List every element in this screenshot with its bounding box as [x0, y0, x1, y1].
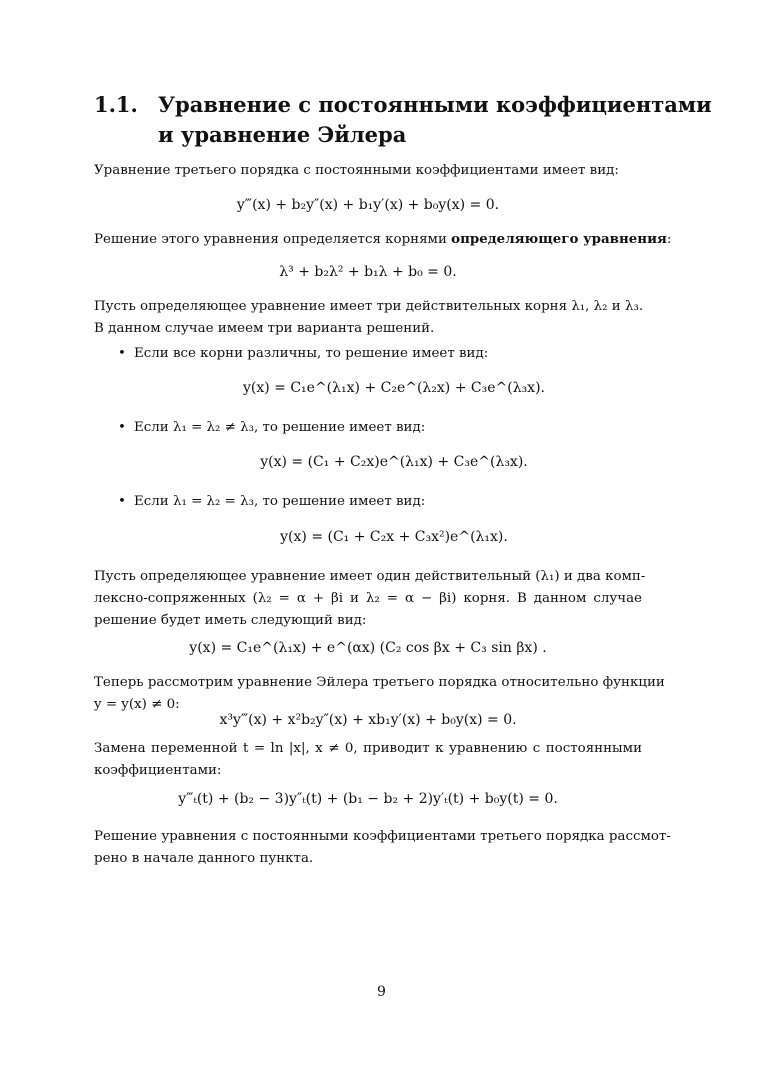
equation-euler: x³y‴(x) + x²b₂y″(x) + xb₁y′(x) + b₀y(x) = 0. [219, 712, 517, 728]
paragraph-line: Пусть определяющее уравнение имеет три действительных корня λ₁, λ₂ и λ₃. [94, 299, 644, 314]
case-text: Если λ₁ = λ₂ = λ₃, то решение имеет вид: [134, 494, 426, 509]
paragraph-complex-roots [94, 566, 646, 632]
paragraph-characteristic [94, 228, 672, 251]
text-span: : [666, 232, 672, 247]
equation-case3: y(x) = (C₁ + C₂x + C₃x²)e^(λ₁x). [280, 529, 508, 545]
equation-case1: y(x) = C₁e^(λ₁x) + C₂e^(λ₂x) + C₃e^(λ₃x). [242, 380, 545, 396]
paragraph-substitution [94, 738, 642, 782]
paragraph-line: решение будет иметь следующий вид: [94, 613, 367, 628]
paragraph-line: Пусть определяющее уравнение имеет один действительный (λ₁) и два комп- [94, 569, 646, 584]
paragraph-line: В данном случае имеем три варианта решений. [94, 321, 435, 336]
section-title-line2: и уравнение Эйлера [158, 122, 407, 147]
paragraph-line: y = y(x) ≠ 0: [94, 697, 180, 712]
list-item-case1 [118, 344, 488, 364]
bullet-icon: • [118, 420, 126, 435]
section-number: 1.1. [94, 92, 138, 117]
paragraph-line: Решение уравнения с постоянными коэффициентами третьего порядка рассмот- [94, 829, 671, 844]
section-title-line1: Уравнение с постоянными коэффициентами [158, 92, 712, 117]
paragraph-line: рено в начале данного пункта. [94, 851, 314, 866]
page-number: 9 [377, 984, 386, 1000]
paragraph-conclusion [94, 826, 671, 870]
paragraph-line: лексно-сопряженных (λ₂ = α + βi и λ₂ = α − βi) корня. В данном случае [94, 591, 642, 606]
paragraph-line: Теперь рассмотрим уравнение Эйлера третьего порядка относительно функции [94, 675, 665, 690]
case-text: Если все корни различны, то решение имеет вид: [134, 346, 489, 361]
paragraph-intro [94, 160, 642, 182]
case-text: Если λ₁ = λ₂ ≠ λ₃, то решение имеет вид: [134, 420, 426, 435]
equation-complex-solution: y(x) = C₁e^(λ₁x) + e^(αx) (C₂ cos βx + C₃ sin βx) . [189, 640, 547, 656]
paragraph-three-roots [94, 296, 642, 340]
bullet-icon: • [118, 494, 126, 509]
text-span: Решение этого уравнения определяется корнями [94, 232, 452, 247]
paragraph-line: Замена переменной t = ln |x|, x ≠ 0, приводит к уравнению с постоянными [94, 741, 642, 756]
equation-ode: y‴(x) + b₂y″(x) + b₁y′(x) + b₀y(x) = 0. [236, 197, 500, 213]
paragraph-line: Уравнение третьего порядка с постоянными коэффициентами имеет вид: [94, 163, 619, 178]
equation-case2: y(x) = (C₁ + C₂x)e^(λ₁x) + C₃e^(λ₃x). [260, 454, 528, 470]
bullet-icon: • [118, 346, 126, 361]
list-item-case2 [118, 418, 425, 438]
equation-transformed: y‴ₜ(t) + (b₂ − 3)y″ₜ(t) + (b₁ − b₂ + 2)y′ₜ(t) + b₀y(t) = 0. [178, 791, 558, 807]
paragraph-line: коэффициентами: [94, 763, 222, 778]
equation-characteristic: λ³ + b₂λ² + b₁λ + b₀ = 0. [279, 264, 457, 280]
bold-term: определяющего уравнения [451, 231, 667, 247]
paragraph-line [94, 228, 672, 251]
list-item-case3 [118, 492, 425, 512]
